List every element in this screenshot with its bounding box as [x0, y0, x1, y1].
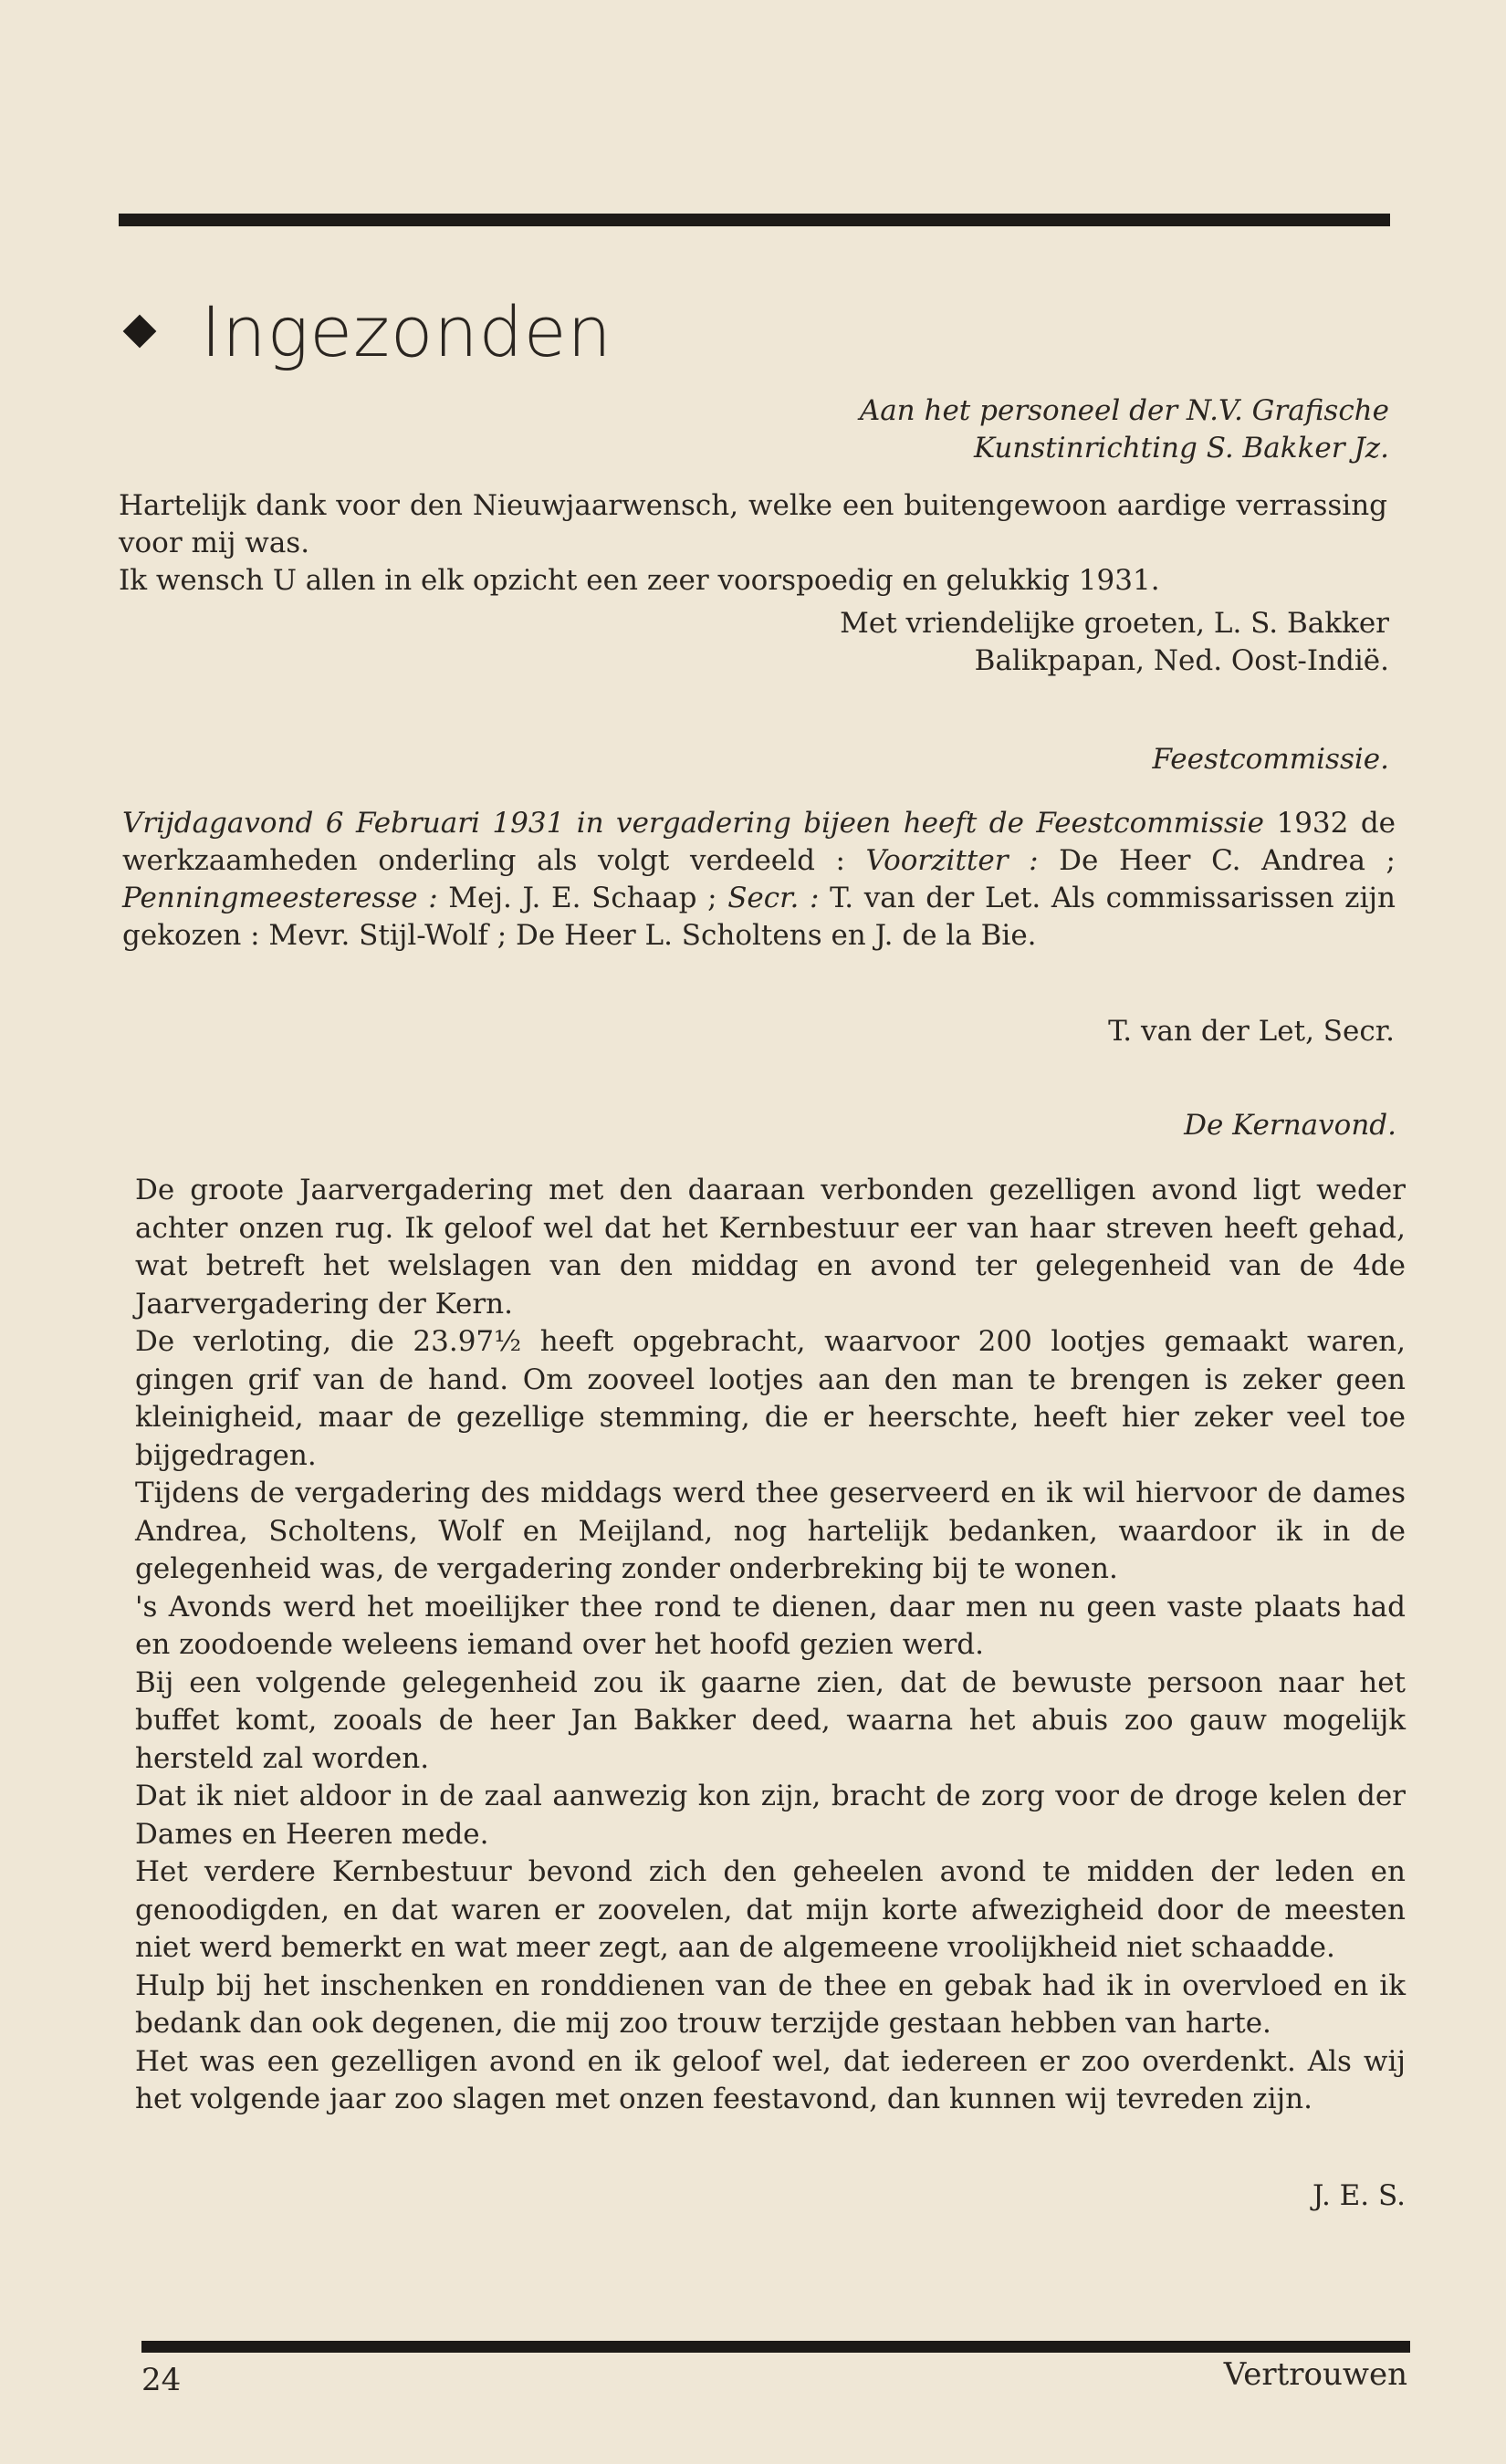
publication-title: Vertrouwen: [1223, 2356, 1407, 2393]
addressee-line-1: Aan het personeel der N.V. Grafische: [859, 394, 1389, 427]
feestcommissie-title: Feestcommissie.: [1152, 743, 1389, 776]
letter-signature: [568, 605, 1389, 680]
letter-body-line-2: Ik wensch U allen in elk opzicht een zeer voorspoedig en gelukkig 1931.: [119, 564, 1160, 597]
paragraph: Bij een volgende gelegenheid zou ik gaarne zien, dat de bewuste persoon naar het buffet komt, zooals de heer Jan Bakker deed, waarna het abuis zoo gauw mogelijk hersteld zal worden.: [135, 1665, 1406, 1775]
feest-name-penning: Mej. J. E. Schaap ;: [437, 882, 728, 914]
letter-body-line-1: Hartelijk dank voor den Nieuwjaarwensch, welke een buitengewoon aardige verrassing voor mij was.: [119, 489, 1387, 559]
kernavond-body: [135, 1172, 1406, 2119]
feestcommissie-body: [122, 805, 1396, 955]
feest-text-2: T. van der Let. Als commissarissen zijn gekozen : Mevr. Stijl-Wolf ; De Heer L. Scholtens en J. de la Bie.: [122, 882, 1396, 952]
top-rule: [119, 214, 1390, 226]
feestcommissie-signature: T. van der Let, Secr.: [1108, 1015, 1395, 1048]
letter-place: Balikpapan, Ned. Oost-Indië.: [974, 644, 1389, 677]
letter-body: [119, 487, 1387, 600]
letter-closing: Met vriendelijke groeten, L. S. Bakker: [840, 607, 1389, 640]
page-number: 24: [141, 2362, 182, 2398]
paragraph: Hulp bij het inschenken en ronddienen van de thee en gebak had ik in overvloed en ik bedank dan ook degenen, die mij zoo trouw terzijde gestaan hebben van harte.: [135, 1968, 1406, 2040]
feest-role-voorzitter: Voorzitter :: [865, 844, 1039, 877]
paragraph: Het was een gezelligen avond en ik geloof wel, dat iedereen er zoo overdenkt. Als wij het volgende jaar zoo slagen met onzen feestavond, dan kunnen wij tevreden zijn.: [135, 2044, 1406, 2115]
kernavond-title: De Kernavond.: [1184, 1109, 1396, 1142]
bottom-rule: [141, 2341, 1410, 2353]
feest-intro: Vrijdagavond 6 Februari 1931 in vergadering bijeen heeft de Feestcommissie: [122, 807, 1265, 840]
feest-name-voorzitter: De Heer C. Andrea ;: [1038, 844, 1396, 877]
section-title: Ingezonden: [201, 290, 612, 372]
letter-addressee: [695, 392, 1389, 467]
feest-text-1: 1932 de werkzaamheden onderling als volgt verdeeld :: [122, 807, 1396, 877]
paragraph: 's Avonds werd het moeilijker thee rond te dienen, daar men nu geen vaste plaats had en zoodoende weleens iemand over het hoofd gezien werd.: [135, 1590, 1406, 1661]
diamond-icon: [123, 315, 157, 349]
kernavond-signature: J. E. S.: [1312, 2179, 1406, 2212]
paragraph: De groote Jaarvergadering met den daaraan verbonden gezelligen avond ligt weder achter onzen rug. Ik geloof wel dat het Kernbestuur eer van haar streven heeft gehad, wat betreft het welslagen van den middag en avond ter gelegenheid van de 4de Jaarvergadering der Kern.: [135, 1174, 1406, 1321]
paragraph: Tijdens de vergadering des middags werd thee geserveerd en ik wil hiervoor de dames Andrea, Scholtens, Wolf en Meijland, nog hartelijk bedanken, waardoor ik in de gelegenheid was, de vergadering zonder onderbreking bij te wonen.: [135, 1477, 1406, 1585]
addressee-line-2: Kunstinrichting S. Bakker Jz.: [973, 432, 1389, 465]
paragraph: Dat ik niet aldoor in de zaal aanwezig kon zijn, bracht de zorg voor de droge kelen der Dames en Heeren mede.: [135, 1780, 1406, 1851]
feest-role-secr: Secr. :: [727, 882, 820, 914]
paragraph: De verloting, die 23.97½ heeft opgebracht, waarvoor 200 lootjes gemaakt waren, gingen grif van de hand. Om zooveel lootjes aan den man te brengen is zeker geen kleinigheid, maar de gezellige stemming, die er heerschte, heeft hier zeker veel toe bijgedragen.: [135, 1325, 1406, 1472]
paragraph: Het verdere Kernbestuur bevond zich den geheelen avond te midden der leden en genoodigden, en dat waren er zoovelen, dat mijn korte afwezigheid door de meesten niet werd bemerkt en wat meer zegt, aan de algemeene vroolijkheid niet schaadde.: [135, 1855, 1406, 1964]
section-heading: [120, 290, 612, 372]
feest-role-penning: Penningmeesteresse :: [122, 882, 438, 914]
